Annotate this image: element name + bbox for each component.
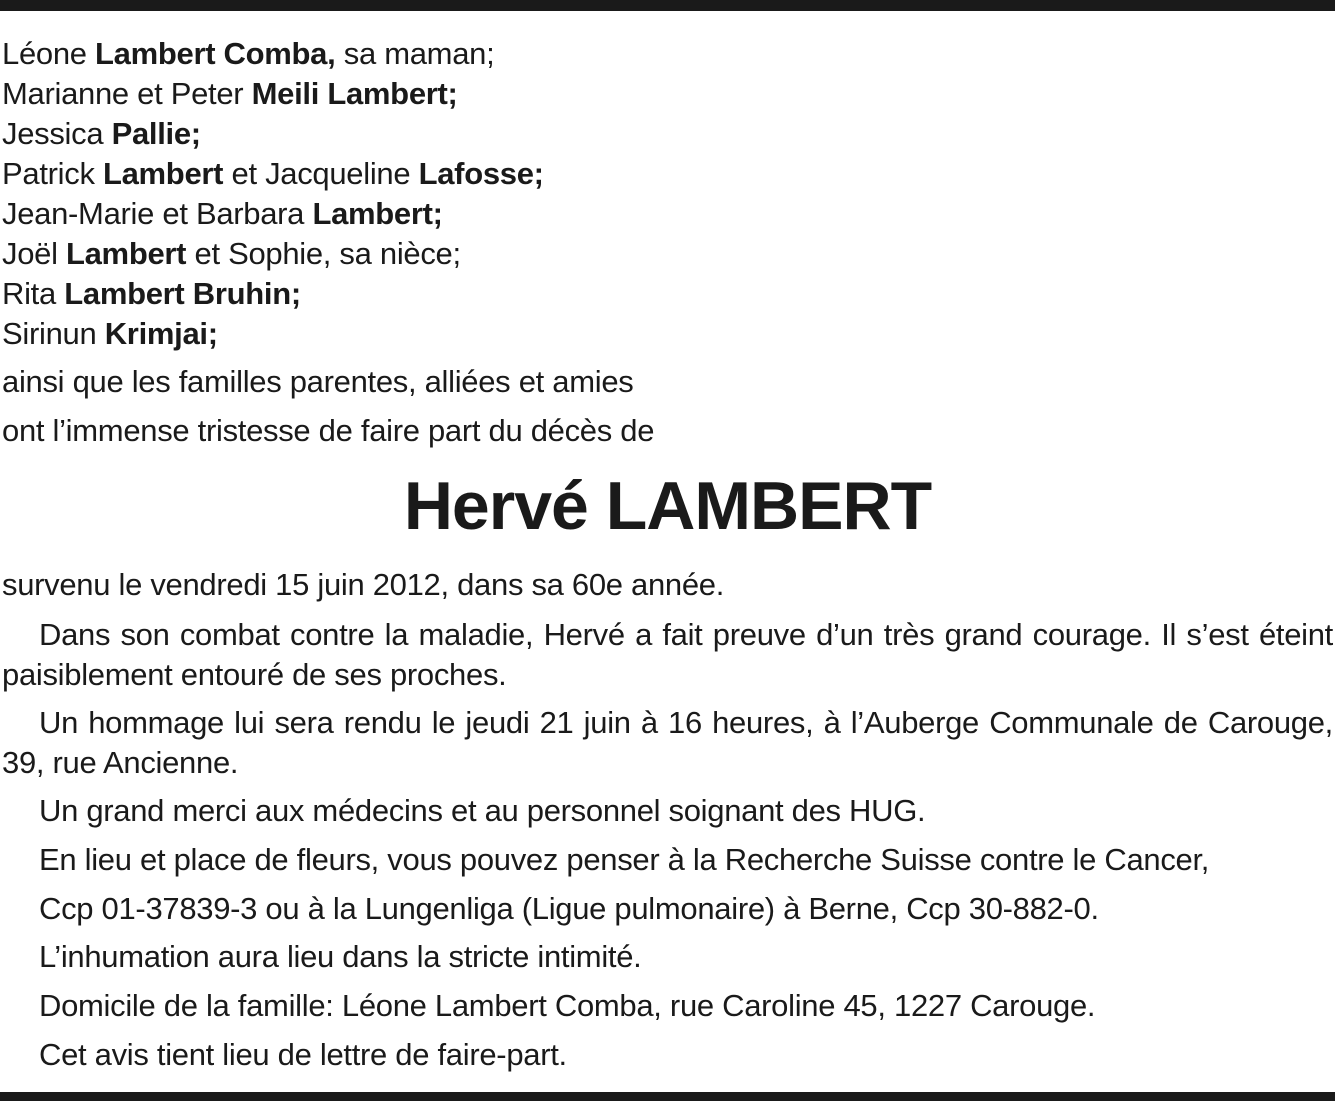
family-surname: Lambert; (312, 196, 443, 231)
family-name-text: Rita (2, 276, 65, 311)
family-line-7 (2, 274, 301, 314)
date-line: survenu le vendredi 15 juin 2012, dans sa 60e année. (2, 567, 725, 602)
domicile-line: Domicile de la famille: Léone Lambert Comba, rue Caroline 45, 1227 Carouge. (39, 988, 1096, 1023)
family-line-6 (2, 234, 461, 274)
family-name-text: Marianne et Peter (2, 76, 252, 111)
deceased-name: Hervé LAMBERT (403, 468, 932, 544)
family-relation: sa maman; (335, 36, 495, 71)
intro-line-2: ont l’immense tristesse de faire part du décès de (2, 413, 655, 448)
thanks-line: Un grand merci aux médecins et au personnel soignant des HUG. (39, 793, 926, 828)
family-name-text: Patrick (2, 156, 103, 191)
flowers-line-1: En lieu et place de fleurs, vous pouvez penser à la Recherche Suisse contre le Cancer, (39, 842, 1210, 877)
family-relation: et Sophie, sa nièce; (186, 236, 461, 271)
family-surname: Meili Lambert; (251, 76, 458, 111)
family-name-text: et Jacqueline (223, 156, 419, 191)
family-name-text: Jessica (2, 116, 112, 151)
courage-paragraph: Dans son combat contre la maladie, Hervé a fait preuve d’un très grand courage. Il s’est éteint paisiblement entouré de ses proches. (2, 617, 1333, 692)
family-line-3 (2, 114, 201, 154)
family-line-2 (2, 74, 458, 114)
flowers-line-2: Ccp 01-37839-3 ou à la Lungenliga (Ligue pulmonaire) à Berne, Ccp 30-882-0. (39, 891, 1099, 926)
family-line-8 (2, 314, 218, 354)
family-line-4 (2, 154, 544, 194)
burial-line: L’inhumation aura lieu dans la stricte intimité. (39, 939, 642, 974)
top-rule (0, 0, 1335, 11)
notice-line: Cet avis tient lieu de lettre de faire-part. (39, 1037, 567, 1072)
family-surname: Pallie; (111, 116, 201, 151)
family-surname: Lambert (102, 156, 224, 191)
family-surname: Lambert Comba, (95, 36, 336, 71)
intro-line-1: ainsi que les familles parentes, alliées et amies (2, 364, 634, 399)
family-surname: Lambert (65, 236, 187, 271)
tribute-paragraph: Un hommage lui sera rendu le jeudi 21 juin à 16 heures, à l’Auberge Communale de Carouge, 39, rue Ancienne. (2, 705, 1333, 780)
family-line-1 (2, 34, 494, 74)
family-surname: Lafosse; (418, 156, 544, 191)
family-line-5 (2, 194, 443, 234)
family-name-text: Joël (2, 236, 66, 271)
family-name-text: Léone (2, 36, 96, 71)
family-surname: Krimjai; (104, 316, 218, 351)
family-name-text: Sirinun (2, 316, 105, 351)
family-name-text: Jean-Marie et Barbara (2, 196, 313, 231)
bottom-rule (0, 1092, 1335, 1101)
family-surname: Lambert Bruhin; (64, 276, 301, 311)
